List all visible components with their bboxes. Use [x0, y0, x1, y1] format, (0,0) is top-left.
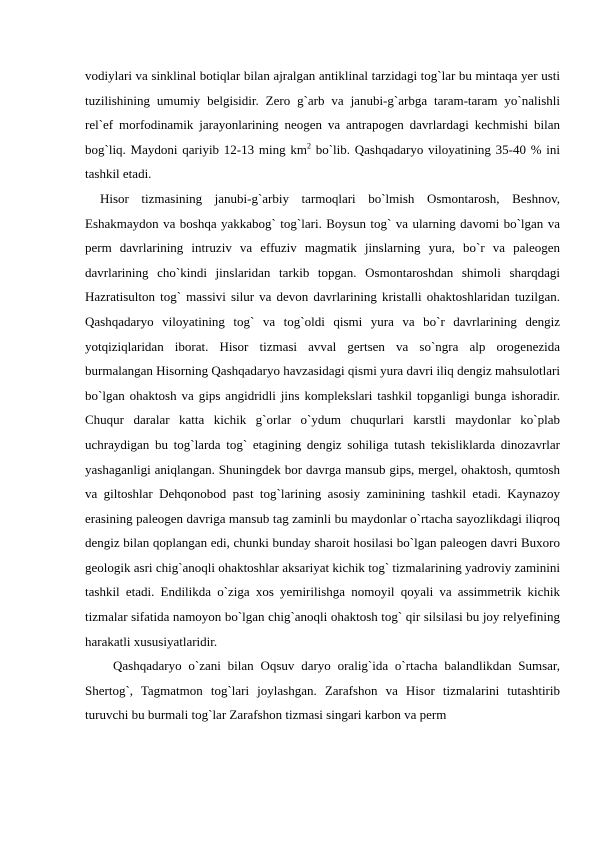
paragraph-1-tail: bo`lib. Qashqadaryo viloyatining 35-40 % ini tashkil etadi. [85, 141, 561, 182]
paragraph-3: Qashqadaryo o`zani bilan Oqsuv daryo oralig`ida o`rtacha balandlikdan Sumsar, Shertog`, Tagmatmon tog`lari joylashgan. Zarafshon va Hisor tizmalarini tutashtirib turuvchi bu burmali tog`lar Zarafshon tizmasi singari karbon va perm [85, 658, 560, 723]
paragraph-1 [85, 64, 560, 187]
document-page [85, 64, 560, 728]
superscript: 2 [306, 141, 311, 151]
paragraph-2: Hisor tizmasining janubi-g`arbiy tarmoqlari bo`lmish Osmontarosh, Beshnov, Eshakmaydon va boshqa yakkabog` tog`lari. Boysun tog` va ularning davomi bo`lgan va perm davrlarining intruziv va effuziv magmatik jinslarning yura, bo`r va paleogen davrlarining cho`kindi jinslaridan tarkib topgan. Osmontaroshdan shimoli sharqdagi Hazratisulton tog` massivi silur va devon davrlarining kristalli ohaktoshlaridan tuzilgan. Qashqadaryo viloyatining tog` va tog`oldi qismi yura va bo`r davrlarining dengiz yotqiziqlaridan iborat. Hisor tizmasi avval gertsen va so`ngra alp orogenezida burmalangan Hisorning Qashqadaryo havzasidagi qismi yura davri iliq dengiz mahsulotlari bo`lgan ohaktosh va gips angidridli jins komplekslari tashkil topganligi bunga ishoradir. Chuqur daralar katta kichik g`orlar o`ydum chuqurlari karstli maydonlar ko`plab uchraydigan bu tog`larda tog` etagining dengiz sohiliga tutash tekisliklarda dinozavrlar yashaganligi aniqlangan. Shuningdek bor davrga mansub gips, mergel, ohaktosh, qumtosh va giltoshlar Dehqonobod past tog`larining asosiy zaminining tashkil etadi. Kaynazoy erasining paleogen davriga mansub tag zaminli bu maydonlar o`rtacha sayozlikdagi iliqroq dengiz bilan qoplangan edi, chunki bunday sharoit hosilasi bo`lgan paleogen davri Buxoro geologik asri chig`anoqli ohaktoshlar aksariyat kichik tog` tizmalarining yadroviy zaminini tashkil etadi. Endilikda o`ziga xos yemirilishga nomoyil qoyali va assimmetrik kichik tizmalar sifatida namoyon bo`lgan chig`anoqli ohaktosh tog` qir silsilasi bu joy relyefining harakatli xususiyatlaridir. [85, 190, 560, 649]
paragraph-1-text: vodiylari va sinklinal botiqlar bilan ajralgan antiklinal tarzidagi tog`lar bu mintaqa yer usti tuzilishining umumiy belgisidir. Zero g`arb va janubi-g`arbga taram-taram yo`nalishli rel`ef morfodinamik jarayonlarining neogen va antrapogen davrlardagi kechmishi bilan bog`liq. Maydoni qariyib 12-13 ming km [85, 68, 560, 157]
